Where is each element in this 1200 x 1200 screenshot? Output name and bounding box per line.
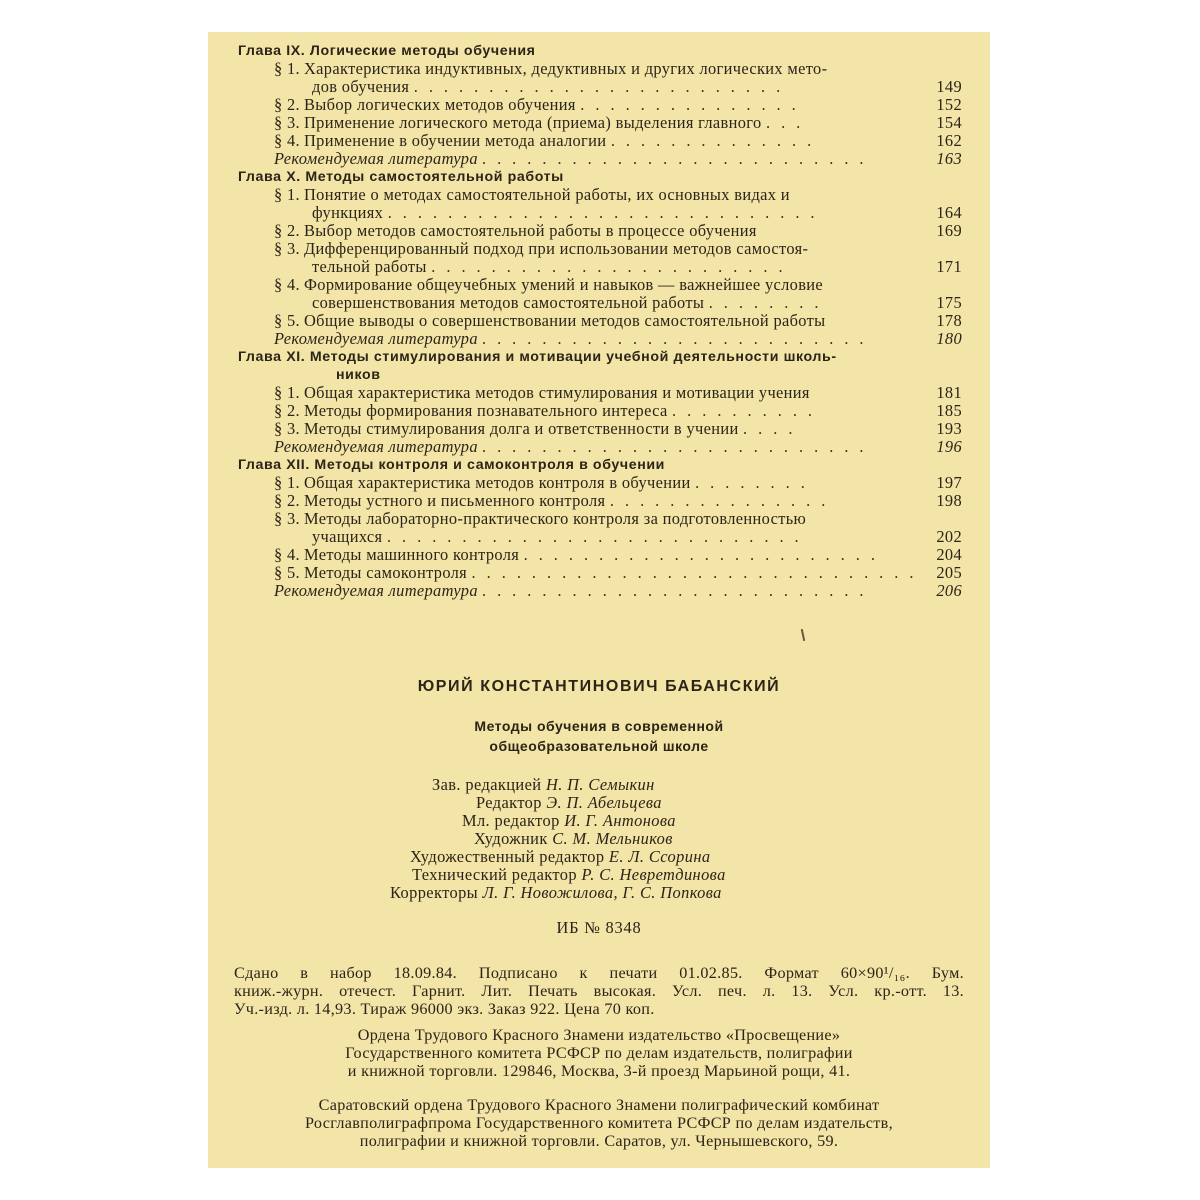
page-number: 197 <box>936 473 962 492</box>
entry-text: Общая характеристика методов стимулирования и мотивации учения <box>304 383 810 402</box>
entry-text: Методы формирования познавательного интереса <box>304 401 668 420</box>
print-info-line: Уч.-изд. л. 14,93. Тираж 96000 экз. Заказ 922. Цена 70 коп. <box>234 1000 655 1018</box>
leader-dots: ............................ <box>386 527 810 546</box>
staff-name: Е. Л. Ссорина <box>608 847 711 866</box>
staff-name: И. Г. Антонова <box>564 811 676 830</box>
staff-name: Р. С. Невретдинова <box>581 865 726 884</box>
printer-info <box>234 1096 964 1150</box>
staff-line <box>208 830 990 848</box>
leader-dots: ........................ <box>431 257 794 276</box>
leader-dots: ........ <box>695 473 816 492</box>
toc-entry <box>238 474 962 492</box>
print-info <box>234 964 964 1018</box>
toc-entry-continuation <box>238 78 962 96</box>
section-symbol: § 2. <box>274 401 300 420</box>
page-number: 205 <box>936 563 962 582</box>
entry-text: Применение логического метода (приема) выделения главного <box>304 113 762 132</box>
printer-line: Росглавполиграфпрома Государственного комитета РСФСР по делам издательств, <box>305 1114 893 1132</box>
recommended-literature <box>238 438 962 456</box>
toc-entry <box>238 420 962 438</box>
staff-role: Художник <box>474 829 548 848</box>
entry-text: Общие выводы о совершенствовании методов самостоятельной работы <box>304 311 826 330</box>
section-symbol: § 1. <box>274 59 300 78</box>
staff-line <box>208 848 990 866</box>
section-symbol: § 4. <box>274 545 300 564</box>
recommended-literature <box>238 582 962 600</box>
printer-line: Саратовский ордена Трудового Красного Знамени полиграфический комбинат <box>318 1096 880 1114</box>
staff-line <box>208 866 990 884</box>
entry-text: Методы машинного контроля <box>304 545 520 564</box>
section-symbol: § 3. <box>274 239 300 258</box>
section-symbol: § 2. <box>274 95 300 114</box>
toc-entry <box>238 186 962 204</box>
toc-entry <box>238 114 962 132</box>
toc-entry <box>238 222 962 240</box>
page-number: 175 <box>936 293 962 312</box>
page-number: 163 <box>936 149 962 168</box>
staff-name: Н. П. Семыкин <box>545 775 655 794</box>
page-number: 152 <box>936 95 962 114</box>
staff-role: Художественный редактор <box>410 847 605 866</box>
table-of-contents <box>238 42 962 600</box>
publisher-info <box>234 1026 964 1080</box>
publisher-line: Государственного комитета РСФСР по делам издательств, полиграфии <box>345 1044 853 1062</box>
toc-entry <box>238 60 962 78</box>
chapter-heading: Глава XI. Методы стимулирования и мотивации учебной деятельности школь- <box>238 349 837 365</box>
section-symbol: § 3. <box>274 419 300 438</box>
entry-text: Выбор логических методов обучения <box>304 95 576 114</box>
entry-text: учащихся <box>312 527 383 546</box>
toc-entry-continuation <box>238 204 962 222</box>
page-number: 164 <box>936 203 962 222</box>
book-title-line: Методы обучения в современной <box>474 718 724 734</box>
section-symbol: § 3. <box>274 509 300 528</box>
page-number: 149 <box>936 77 962 96</box>
leader-dots: .......... <box>672 401 824 420</box>
section-symbol: § 2. <box>274 221 300 240</box>
entry-text: Методы самоконтроля <box>304 563 468 582</box>
leader-dots: ............... <box>609 491 837 510</box>
page-number: 180 <box>936 329 962 348</box>
toc-entry <box>238 384 962 402</box>
staff-name: Л. Г. Новожилова, Г. С. Попкова <box>482 883 722 902</box>
page-number: 169 <box>936 221 962 240</box>
entry-text: Применение в обучении метода аналогии <box>304 131 607 150</box>
staff-role: Зав. редакцией <box>432 775 542 794</box>
book-page <box>208 32 990 1168</box>
book-title-line: общеобразовательной школе <box>489 738 709 754</box>
chapter-heading-continuation: ников <box>336 367 381 383</box>
toc-entry <box>238 546 962 564</box>
section-symbol: § 4. <box>274 131 300 150</box>
page-number: 206 <box>936 581 962 600</box>
chapter-heading: Глава IX. Логические методы обучения <box>238 43 536 59</box>
page-number: 171 <box>936 257 962 276</box>
page-number: 154 <box>936 113 962 132</box>
page-number: 178 <box>936 311 962 330</box>
printer-line: полиграфии и книжной торговли. Саратов, ул. Чернышевского, 59. <box>359 1132 839 1150</box>
page-number: 196 <box>936 437 962 456</box>
page-number: 162 <box>936 131 962 150</box>
toc-entry <box>238 96 962 114</box>
staff-line <box>208 776 990 794</box>
leader-dots: ... <box>765 113 812 132</box>
entry-text: совершенствования методов самостоятельной работы <box>312 293 705 312</box>
page-number: 181 <box>936 383 962 402</box>
section-symbol: § 2. <box>274 491 300 510</box>
toc-entry-continuation <box>238 528 962 546</box>
author-name: ЮРИЙ КОНСТАНТИНОВИЧ БАБАНСКИЙ <box>417 678 781 695</box>
entry-text: Рекомендуемая литература <box>274 581 478 600</box>
staff-role: Корректоры <box>390 883 479 902</box>
toc-entry <box>238 564 962 582</box>
entry-text: Рекомендуемая литература <box>274 149 478 168</box>
toc-entry-continuation <box>238 258 962 276</box>
leader-dots: .............................. <box>471 563 925 582</box>
leader-dots: .......................... <box>482 437 875 456</box>
leader-dots: .......................... <box>482 149 875 168</box>
leader-dots: .............. <box>610 131 823 150</box>
publisher-line: Ордена Трудового Красного Знамени издательство «Просвещение» <box>357 1026 841 1044</box>
leader-dots: ............................. <box>387 203 826 222</box>
entry-text: Понятие о методах самостоятельной работы, их основных видах и <box>304 185 790 204</box>
section-symbol: § 1. <box>274 185 300 204</box>
editorial-staff <box>208 776 990 902</box>
entry-text: Характеристика индуктивных, дедуктивных и других логических мето- <box>304 59 828 78</box>
toc-entry <box>238 312 962 330</box>
toc-entry <box>238 240 962 258</box>
recommended-literature <box>238 150 962 168</box>
staff-name: Э. П. Абельцева <box>546 793 662 812</box>
entry-text: Дифференцированный подход при использовании методов самостоя- <box>304 239 809 258</box>
toc-entry <box>238 276 962 294</box>
section-symbol: § 1. <box>274 473 300 492</box>
staff-line <box>208 794 990 812</box>
print-info-line: Сдано в набор 18.09.84. Подписано к печати 01.02.85. Формат 60×90¹/₁₆. Бум. <box>234 964 964 982</box>
entry-text: Рекомендуемая литература <box>274 437 478 456</box>
leader-dots: .......................... <box>482 329 875 348</box>
page-number: 204 <box>936 545 962 564</box>
entry-text: Методы стимулирования долга и ответственности в учении <box>304 419 739 438</box>
toc-entry-continuation <box>238 294 962 312</box>
section-symbol: § 5. <box>274 311 300 330</box>
page-number: 185 <box>936 401 962 420</box>
entry-text: Рекомендуемая литература <box>274 329 478 348</box>
staff-role: Редактор <box>476 793 542 812</box>
entry-text: функциях <box>312 203 384 222</box>
toc-entry <box>238 402 962 420</box>
chapter-heading: Глава X. Методы самостоятельной работы <box>238 169 564 185</box>
recommended-literature <box>238 330 962 348</box>
entry-text: дов обучения <box>312 77 410 96</box>
ib-number: ИБ № 8348 <box>556 918 642 937</box>
staff-role: Технический редактор <box>412 865 577 884</box>
section-symbol: § 4. <box>274 275 300 294</box>
entry-text: Общая характеристика методов контроля в обучении <box>304 473 691 492</box>
leader-dots: .......................... <box>482 581 875 600</box>
entry-text: Методы лабораторно-практического контроля за подготовленностью <box>304 509 807 528</box>
leader-dots: .... <box>743 419 804 438</box>
entry-text: тельной работы <box>312 257 427 276</box>
leader-dots: ........................ <box>523 545 886 564</box>
leader-dots: ......................... <box>413 77 792 96</box>
section-symbol: § 1. <box>274 383 300 402</box>
section-symbol: § 5. <box>274 563 300 582</box>
staff-name: С. М. Мельников <box>552 829 673 848</box>
toc-entry <box>238 492 962 510</box>
entry-text: Выбор методов самостоятельной работы в процессе обучения <box>304 221 757 240</box>
print-info-line: книж.-журн. отечест. Гарнит. Лит. Печать высокая. Усл. печ. л. 13. Усл. кр.-отт. 13. <box>234 982 964 1000</box>
book-title <box>208 716 990 756</box>
section-symbol: § 3. <box>274 113 300 132</box>
toc-entry <box>238 132 962 150</box>
toc-entry <box>238 510 962 528</box>
chapter-heading: Глава XII. Методы контроля и самоконтроля в обучении <box>238 457 666 473</box>
leader-dots: ............... <box>580 95 807 114</box>
staff-role: Мл. редактор <box>462 811 560 830</box>
staff-line <box>208 884 990 902</box>
leader-dots: ........ <box>708 293 830 312</box>
page-number: 202 <box>936 527 962 546</box>
publisher-line: и книжной торговли. 129846, Москва, 3-й проезд Марьиной рощи, 41. <box>347 1062 851 1080</box>
paper-mark <box>801 629 805 641</box>
page-number: 198 <box>936 491 962 510</box>
entry-text: Формирование общеучебных умений и навыков — важнейшее условие <box>304 275 824 294</box>
staff-line <box>208 812 990 830</box>
page-number: 193 <box>936 419 962 438</box>
entry-text: Методы устного и письменного контроля <box>304 491 606 510</box>
